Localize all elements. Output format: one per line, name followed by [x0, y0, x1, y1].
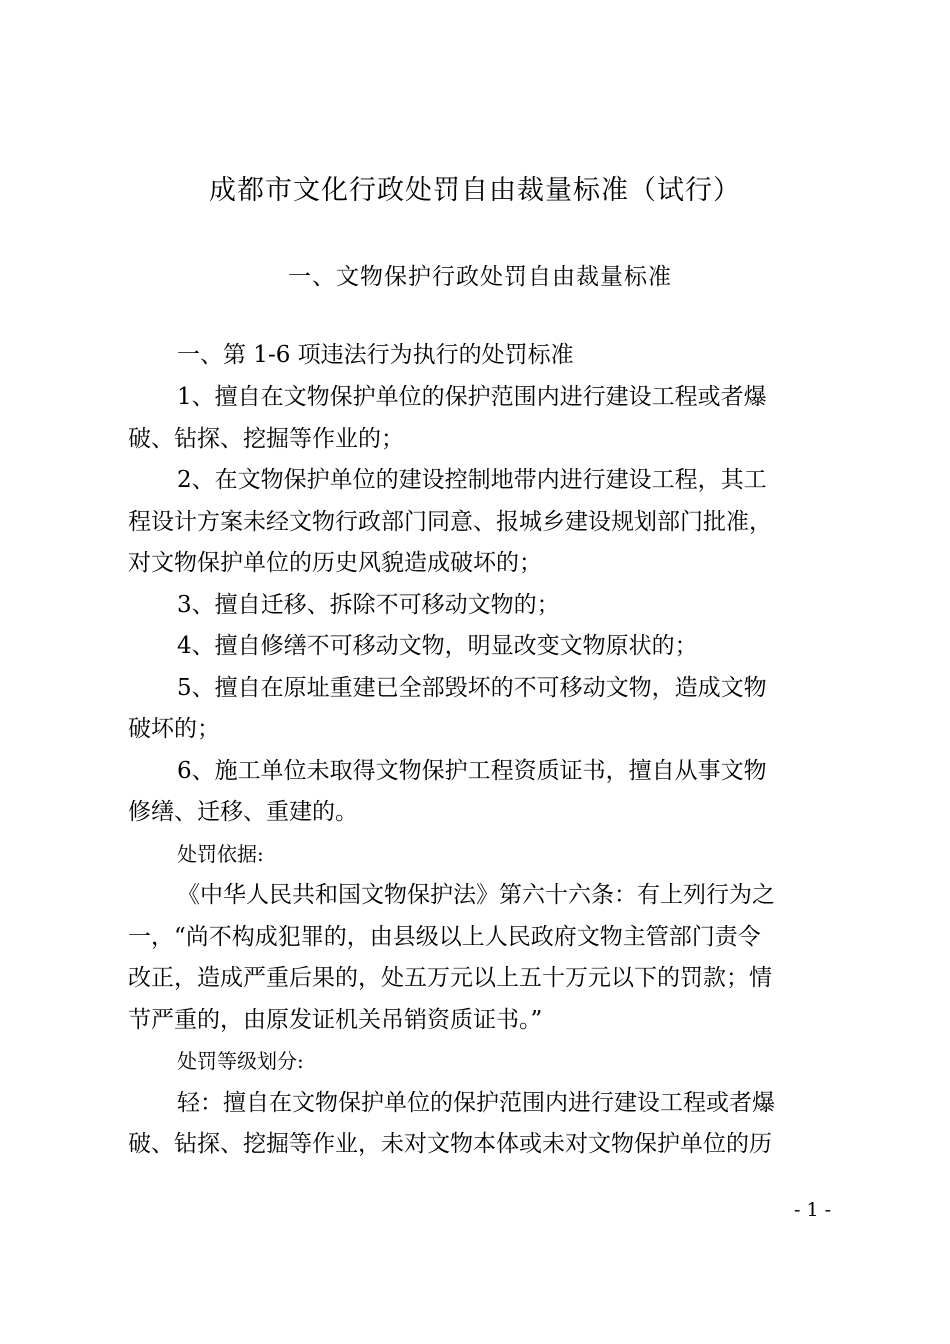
list-item-2-line-1: 2、在文物保护单位的建设控制地带内进行建设工程，其工 [177, 467, 767, 493]
legal-basis-line-2: 一，“尚不构成犯罪的，由县级以上人民政府文物主管部门责令 [128, 924, 761, 950]
list-item-5-line-1: 5、擅自在原址重建已全部毁坏的不可移动文物，造成文物 [177, 675, 767, 701]
section-title: 一、文物保护行政处罚自由裁量标准 [288, 264, 672, 290]
list-item-4: 4、擅自修缮不可移动文物，明显改变文物原状的； [177, 633, 698, 659]
list-item-6-line-2: 修缮、迁移、重建的。 [128, 799, 358, 825]
list-item-1-line-1: 1、擅自在文物保护单位的保护范围内进行建设工程或者爆 [177, 384, 767, 410]
penalty-basis-label: 处罚依据: [177, 842, 264, 866]
list-item-3: 3、擅自迁移、拆除不可移动文物的； [177, 592, 560, 618]
legal-basis-line-3: 改正，造成严重后果的，处五万元以上五十万元以下的罚款；情 [128, 965, 772, 991]
page-number: - 1 - [794, 1199, 832, 1221]
legal-basis-line-1: 《中华人民共和国文物保护法》第六十六条：有上列行为之 [177, 882, 775, 908]
legal-basis-line-4: 节严重的，由原发证机关吊销资质证书。” [128, 1007, 543, 1033]
penalty-level-label: 处罚等级划分: [177, 1049, 304, 1073]
light-level-line-1: 轻：擅自在文物保护单位的保护范围内进行建设工程或者爆 [177, 1090, 775, 1116]
list-item-2-line-3: 对文物保护单位的历史风貌造成破坏的； [128, 550, 542, 576]
list-item-2-line-2: 程设计方案未经文物行政部门同意、报城乡建设规划部门批准， [128, 509, 772, 535]
section-heading: 一、第 1-6 项违法行为执行的处罚标准 [177, 342, 574, 368]
light-level-line-2: 破、钻探、挖掘等作业，未对文物本体或未对文物保护单位的历 [128, 1131, 772, 1157]
list-item-6-line-1: 6、施工单位未取得文物保护工程资质证书，擅自从事文物 [177, 758, 767, 784]
list-item-1-line-2: 破、钻探、挖掘等作业的； [128, 426, 404, 452]
list-item-5-line-2: 破坏的； [128, 716, 220, 742]
document-title: 成都市文化行政处罚自由裁量标准（试行） [209, 175, 741, 206]
